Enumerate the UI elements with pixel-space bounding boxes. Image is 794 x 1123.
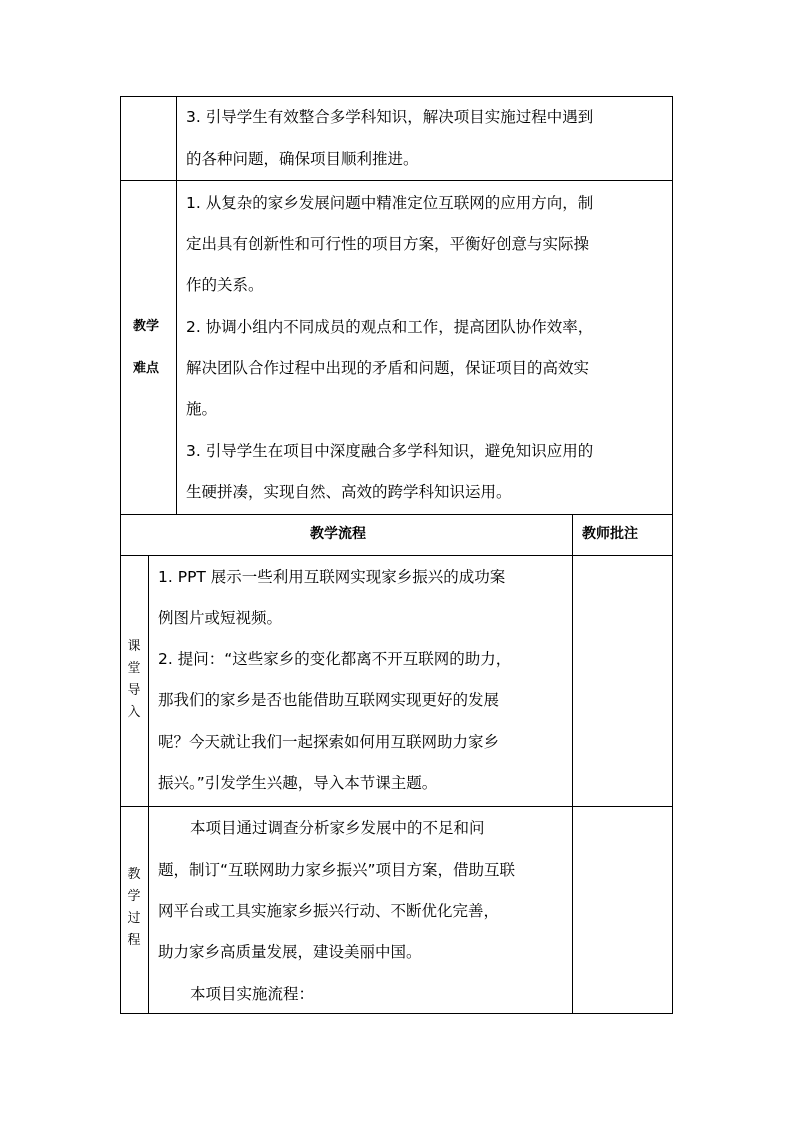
process-label-char: 学 [127, 889, 141, 904]
row-divider [120, 555, 673, 556]
label-column-divider [148, 555, 149, 1013]
difficulty-line: 施。 [186, 400, 218, 418]
intro-label [126, 636, 142, 724]
intro-label-char: 导 [127, 683, 141, 698]
notes-column-divider [572, 514, 573, 1013]
process-line: 题，制订“互联网助力家乡振兴”项目方案，借助互联 [158, 861, 516, 879]
difficulty-label-line-1: 教学 [133, 319, 160, 334]
intro-line: 呢？今天就让我们一起探索如何用互联网助力家乡 [158, 733, 500, 751]
intro-label-char: 入 [127, 705, 141, 720]
process-line: 网平台或工具实施家乡振兴行动、不断优化完善， [158, 902, 500, 920]
intro-line: 例图片或短视频。 [158, 609, 283, 627]
process-label-char: 教 [127, 867, 141, 882]
row-divider [120, 180, 673, 181]
intro-line: 1. PPT 展示一些利用互联网实现家乡振兴的成功案 [158, 568, 506, 586]
process-label-char: 过 [127, 911, 141, 926]
label-column-divider [176, 96, 177, 514]
intro-label-char: 课 [127, 639, 141, 654]
difficulty-line: 1. 从复杂的家乡发展问题中精准定位互联网的应用方向，制 [186, 194, 594, 212]
table-border-right [672, 96, 673, 1014]
goal-item-3-line-1: 3. 引导学生有效整合多学科知识，解决项目实施过程中遇到 [186, 108, 594, 126]
difficulty-line: 作的关系。 [186, 276, 264, 294]
table-border-bottom [120, 1013, 673, 1014]
row-divider [120, 806, 673, 807]
intro-label-char: 堂 [127, 661, 141, 676]
lesson-plan-table [120, 96, 673, 1014]
process-line: 本项目通过调查分析家乡发展中的不足和问 [190, 819, 485, 837]
difficulty-line: 2. 协调小组内不同成员的观点和工作，提高团队协作效率， [186, 318, 594, 336]
goal-item-3-line-2: 的各种问题，确保项目顺利推进。 [186, 150, 419, 168]
difficulty-line: 定出具有创新性和可行性的项目方案，平衡好创意与实际操 [186, 235, 590, 253]
difficulty-line: 3. 引导学生在项目中深度融合多学科知识，避免知识应用的 [186, 442, 594, 460]
row-divider [120, 514, 673, 515]
difficulty-line: 解决团队合作过程中出现的矛盾和问题，保证项目的高效实 [186, 359, 590, 377]
difficulty-line: 生硬拼凑，实现自然、高效的跨学科知识运用。 [186, 483, 512, 501]
table-border-top [120, 96, 673, 97]
process-line: 本项目实施流程： [190, 985, 315, 1003]
intro-line: 2. 提问：“这些家乡的变化都离不开互联网的助力， [158, 650, 512, 668]
table-border-left [120, 96, 121, 1014]
difficulty-label-line-2: 难点 [133, 361, 160, 376]
intro-line: 那我们的家乡是否也能借助互联网实现更好的发展 [158, 691, 500, 709]
teaching-flow-header: 教学流程 [310, 526, 366, 542]
process-line: 助力家乡高质量发展，建设美丽中国。 [158, 943, 422, 961]
intro-line: 振兴。”引发学生兴趣，导入本节课主题。 [158, 774, 438, 792]
teacher-notes-header: 教师批注 [582, 526, 638, 542]
process-label-char: 程 [127, 933, 141, 948]
process-label [126, 864, 142, 952]
